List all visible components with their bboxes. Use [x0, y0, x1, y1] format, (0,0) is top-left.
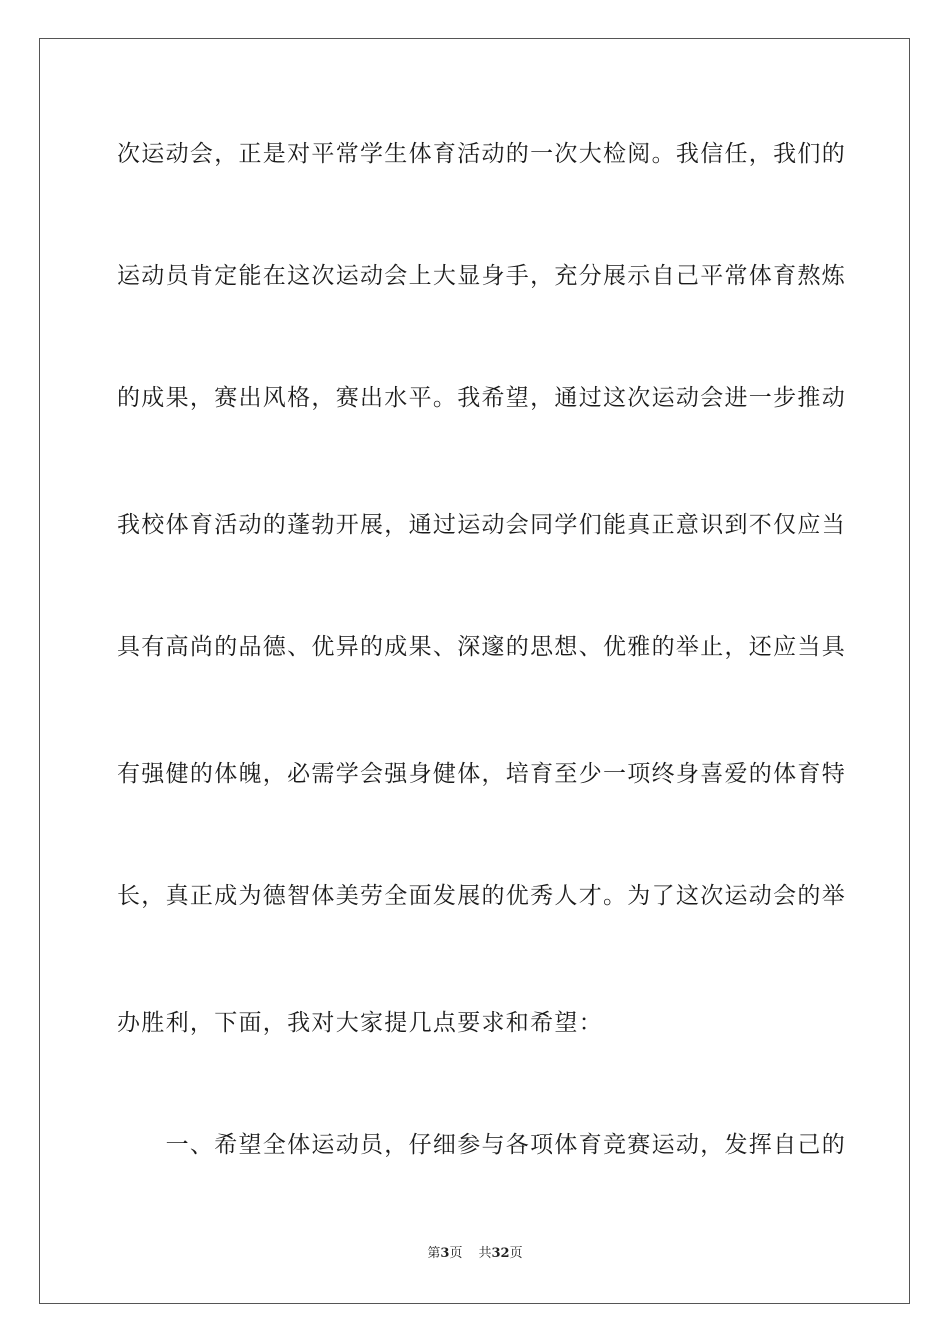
- footer-total-pages: 32: [491, 1246, 510, 1261]
- footer-total-prefix: 共: [478, 1246, 492, 1261]
- body-text-line-1: 次运动会，正是对平常学生体育活动的一次大检阅。我信任，我们的: [117, 141, 846, 167]
- page-footer: [0, 1245, 950, 1263]
- body-text-line-5: 具有高尚的品德、优异的成果、深邃的思想、优雅的举止，还应当具: [117, 634, 846, 660]
- body-text-line-8: 办胜利，下面，我对大家提几点要求和希望：: [117, 1010, 603, 1036]
- body-text-line-7: 长，真正成为德智体美劳全面发展的优秀人才。为了这次运动会的举: [117, 883, 846, 909]
- page-border: [39, 38, 910, 1304]
- footer-page-prefix: 第: [427, 1246, 441, 1261]
- body-text-line-6: 有强健的体魄，必需学会强身健体，培育至少一项终身喜爱的体育特: [117, 761, 846, 787]
- body-text-line-9: 一、希望全体运动员，仔细参与各项体育竞赛运动，发挥自己的: [117, 1132, 846, 1158]
- body-text-line-2: 运动员肯定能在这次运动会上大显身手，充分展示自己平常体育熬炼: [117, 263, 846, 289]
- footer-page-number: 3: [440, 1246, 450, 1261]
- footer-page-suffix: 页: [449, 1246, 463, 1261]
- body-text-line-3: 的成果，赛出风格，赛出水平。我希望，通过这次运动会进一步推动: [117, 385, 846, 411]
- body-text-line-4: 我校体育活动的蓬勃开展，通过运动会同学们能真正意识到不仅应当: [117, 512, 846, 538]
- footer-total-suffix: 页: [509, 1246, 523, 1261]
